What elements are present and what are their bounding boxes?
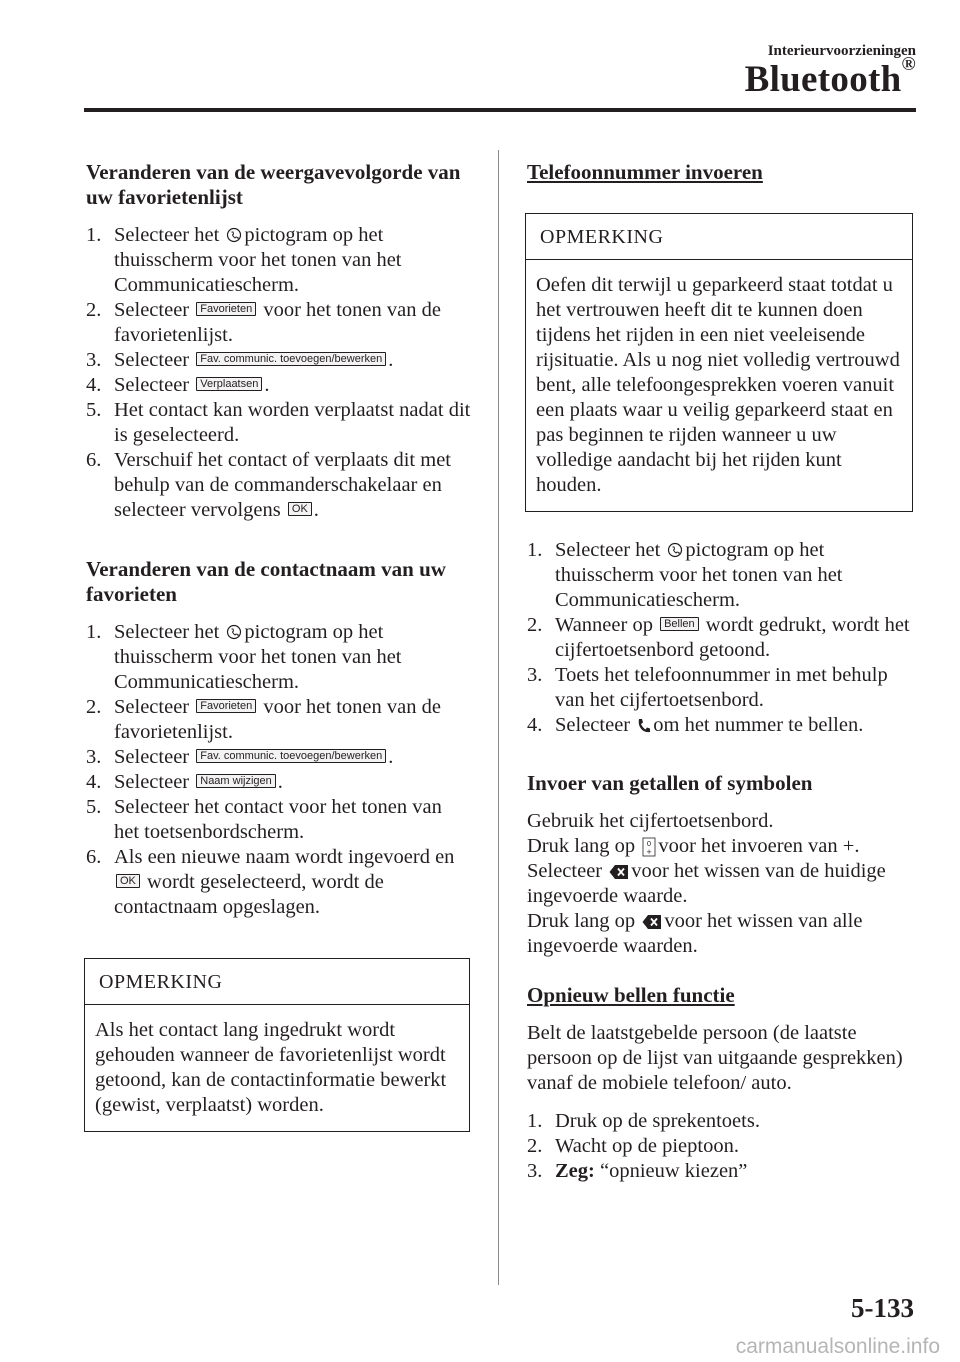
step-number: 6. [86,449,102,471]
step-number: 2. [86,696,102,718]
text: voor het invoeren van +. [658,835,860,857]
list-item [527,1109,917,1134]
numbers-symbols-text [527,809,917,959]
section-heading-phone-input: Telefoonnummer invoeren [527,160,763,184]
header-rule [84,108,916,112]
step-number: 5. [86,399,102,421]
step-text: pictogram op het thuisscherm voor het tonen van het Communicatiescherm. [555,539,843,611]
step-text: wordt geselecteerd, wordt de contactnaam opgeslagen. [114,871,384,918]
list-item [527,1134,917,1159]
step-text: Druk op de sprekentoets. [555,1110,760,1132]
page-number: 5-133 [851,1293,914,1323]
text: Selecteer [527,860,603,882]
bellen-button: Bellen [660,617,699,631]
redial-description: Belt de laatstgebelde persoon (de laatste persoon op de lijst van uitgaande gesprekken) vanaf de mobiele telefoon/ auto. [527,1022,903,1094]
step-text: Toets het telefoonnummer in met behulp van het cijfertoetsenbord. [555,664,888,711]
steps-redial [527,1109,917,1184]
list-item [86,745,471,770]
list-item [86,620,471,695]
list-item [86,448,471,523]
steps-display-order [86,223,471,523]
verplaatsen-button: Verplaatsen [196,377,262,391]
step-number: 2. [527,614,543,636]
step-text: Wacht op de pieptoon. [555,1135,739,1157]
note-body: Oefen dit terwijl u geparkeerd staat totdat u het vertrouwen heeft dit te kunnen doen tijdens het rijden in een niet veeleisende rijsituatie. Als u nog niet volledig vertrouwd bent, alle telefoongesprekken voeren vanuit een plaats waar u veilig geparkeerd staat en pas beginnen te rijden wanneer u uw volledige aandacht bij het rijden kunt houden. [536,274,900,496]
step-text: Als een nieuwe naam wordt ingevoerd en [114,846,455,868]
svg-text:0: 0 [647,840,652,849]
list-item [86,795,471,845]
step-text: Selecteer het [114,224,220,246]
backspace-icon [642,914,662,930]
step-text: “opnieuw kiezen” [599,1160,748,1182]
list-item [527,713,917,738]
zero-plus-key-icon [642,837,656,857]
communication-icon [667,542,683,560]
communication-icon [226,227,242,245]
step-number: 4. [86,374,102,396]
step-number: 5. [86,796,102,818]
note-box [84,958,470,1132]
step-number: 3. [86,746,102,768]
list-item [86,223,471,298]
step-text: Selecteer [114,746,190,768]
list-item [86,348,471,373]
paragraph: Gebruik het cijfertoetsenbord. [527,810,774,832]
step-text: Selecteer [114,374,190,396]
naam-wijzigen-button: Naam wijzigen [196,774,276,788]
step-text: Selecteer het [555,539,661,561]
step-number: 2. [86,299,102,321]
step-text: Het contact kan worden verplaatst nadat dit is geselecteerd. [114,399,471,446]
step-text: . [264,374,270,396]
step-text: . [313,499,319,521]
favorieten-button: Favorieten [196,302,256,316]
text: Druk lang op [527,910,636,932]
header-title-text: Bluetooth [744,59,902,100]
step-number: 1. [527,1110,543,1132]
section-heading-numbers-symbols: Invoer van getallen of symbolen [527,771,813,795]
header-title [744,54,916,101]
list-item [86,845,471,920]
favorieten-button: Favorieten [196,699,256,713]
step-text: . [388,746,394,768]
step-number: 6. [86,846,102,868]
section-heading-display-order: Veranderen van de weergavevolgorde van uw favorietenlijst [86,160,461,209]
list-item [527,1159,917,1184]
step-text: Selecteer [555,714,631,736]
step-number: 1. [86,621,102,643]
steps-phone-input [527,538,917,738]
list-item [527,663,917,713]
step-text: . [388,349,394,371]
left-column [86,160,471,1132]
fav-edit-button: Fav. communic. toevoegen/bewerken [196,749,386,763]
section-heading-redial: Opnieuw bellen functie [527,983,735,1007]
step-number: 2. [527,1135,543,1157]
step-text: pictogram op het thuisscherm voor het tonen van het Communicatiescherm. [114,224,402,296]
step-text: Verschuif het contact of verplaats dit met behulp van de commanderschakelaar en selecteer vervolgens [114,449,451,521]
note-box [525,213,913,512]
step-text: Selecteer [114,771,190,793]
right-column [527,160,917,1184]
step-text: Wanneer op [555,614,653,636]
column-divider [498,150,499,1285]
header-subtitle: Interieurvoorzieningen [767,43,916,59]
list-item [86,398,471,448]
list-item [86,770,471,795]
step-number: 4. [86,771,102,793]
paragraph [527,909,917,959]
paragraph [527,859,917,909]
svg-text:+: + [646,848,653,857]
step-text: pictogram op het thuisscherm voor het tonen van het Communicatiescherm. [114,621,402,693]
step-text: wordt gedrukt, wordt het cijfertoetsenbord getoond. [555,614,910,661]
say-label: Zeg: [555,1160,595,1182]
ok-button: OK [288,502,312,516]
step-text: Selecteer [114,349,190,371]
list-item [527,538,917,613]
step-text: om het nummer te bellen. [653,714,864,736]
section-heading-rename: Veranderen van de contactnaam van uw favorieten [86,557,446,606]
watermark[interactable]: carmanualsonline.info [735,1335,940,1358]
communication-icon [226,624,242,642]
text: voor het wissen van de huidige ingevoerde waarde. [527,860,886,907]
step-number: 3. [527,664,543,686]
text: Druk lang op [527,835,636,857]
step-text: voor het tonen van de favorietenlijst. [114,299,441,346]
step-text: Selecteer [114,299,190,321]
steps-rename [86,620,471,920]
note-body: Als het contact lang ingedrukt wordt gehouden wanneer de favorietenlijst wordt getoond, kan de contactinformatie bewerkt (gewist, verplaatst) worden. [95,1019,447,1116]
fav-edit-button: Fav. communic. toevoegen/bewerken [196,352,386,366]
step-text: voor het tonen van de favorietenlijst. [114,696,441,743]
step-text: Selecteer [114,696,190,718]
text: voor het wissen van alle ingevoerde waarden. [527,910,863,957]
step-text: . [277,771,283,793]
note-title: OPMERKING [526,214,912,260]
registered-mark: ® [901,54,916,75]
phone-call-icon [637,718,651,734]
paragraph [527,834,917,859]
step-number: 1. [527,539,543,561]
backspace-icon [609,864,629,880]
step-number: 1. [86,224,102,246]
list-item [86,373,471,398]
list-item [86,298,471,348]
note-title: OPMERKING [85,959,469,1005]
step-text: Selecteer het contact voor het tonen van het toetsenbordscherm. [114,796,442,843]
list-item [527,613,917,663]
step-number: 3. [86,349,102,371]
step-text: Selecteer het [114,621,220,643]
step-number: 4. [527,714,543,736]
list-item [86,695,471,745]
step-number: 3. [527,1160,543,1182]
ok-button: OK [116,874,140,888]
